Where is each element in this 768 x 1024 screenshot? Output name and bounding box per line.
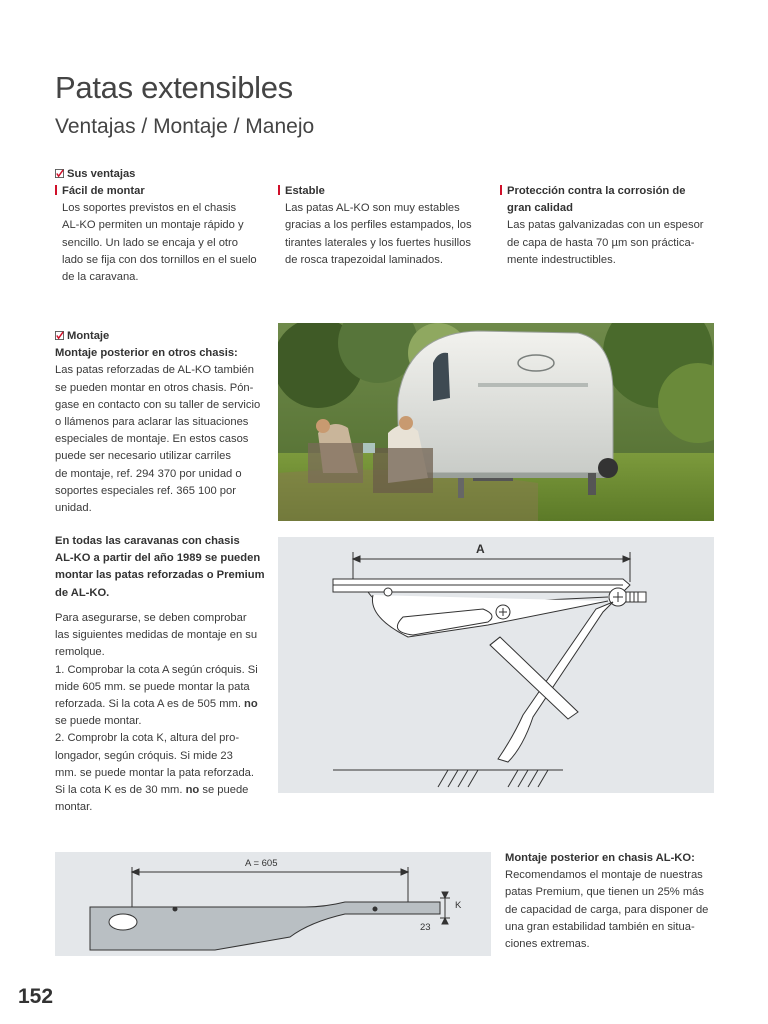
advantage-text-line: de capa de hasta 70 µm son práctica- — [507, 236, 695, 249]
instruction-line — [55, 782, 275, 799]
instruction-line: se puede montar. — [55, 715, 142, 728]
compatibility-line: AL-KO a partir del año 1989 se pueden — [55, 552, 261, 565]
mounting-text-line: especiales de montaje. En estos casos — [55, 433, 249, 446]
advantage-text-line: de rosca trapezoidal laminados. — [285, 253, 443, 266]
advantages-heading-text: Sus ventajas — [67, 168, 136, 180]
instruction-line: remolque. — [55, 646, 105, 659]
checkbox-icon — [55, 331, 64, 340]
instruction-line: longador, según cróquis. Si mide 23 — [55, 749, 233, 762]
advantage-corrosion — [500, 183, 720, 269]
instruction-line: Para asegurarse, se deben comprobar — [55, 612, 247, 624]
mounting-subheading: Montaje posterior en otros chasis: — [55, 347, 238, 360]
red-marker — [55, 185, 57, 195]
advantage-title: Protección contra la corrosión de — [507, 185, 686, 197]
advantage-text-line: tirantes laterales y los fuertes husillos — [285, 236, 471, 249]
advantage-title: gran calidad — [507, 202, 573, 215]
alko-heading: Montaje posterior en chasis AL-KO: — [505, 852, 695, 864]
alko-text-line: una gran estabilidad también en situa- — [505, 920, 695, 933]
mounting-text-line: Las patas reforzadas de AL-KO también — [55, 364, 255, 377]
page-number: 152 — [18, 985, 54, 1008]
dimension-k-label: K — [455, 900, 462, 911]
red-marker — [278, 185, 280, 195]
mounting-text-line: puede ser necesario utilizar carriles — [55, 450, 231, 463]
instruction-line: mm. se puede montar la pata reforzada. — [55, 766, 254, 779]
page-title: Patas extensibles — [55, 70, 293, 105]
advantage-text-line: Los soportes previstos en el chasis — [62, 202, 237, 215]
compatibility-line: montar las patas reforzadas o Premium — [55, 569, 265, 582]
advantage-text-line: AL-KO permiten un montaje rápido y — [62, 219, 244, 232]
mounting-section — [55, 328, 275, 517]
compatibility-line: En todas las caravanas con chasis — [55, 535, 240, 547]
compatibility-note — [55, 533, 275, 602]
instruction-emphasis: no — [185, 784, 200, 797]
advantage-easy-mount — [55, 183, 275, 286]
instruction-fragment: Si la cota K es de 30 mm. — [55, 784, 186, 797]
mounting-text-line: soportes especiales ref. 365 100 por — [55, 484, 236, 497]
instruction-emphasis: no — [244, 698, 258, 711]
advantage-text-line: de la caravana. — [62, 271, 139, 284]
dimension-23-label: 23 — [420, 922, 431, 933]
instruction-line: 1. Comprobar la cota A según cróquis. Si — [55, 663, 258, 676]
page-subtitle: Ventajas / Montaje / Manejo — [55, 115, 315, 138]
advantage-text-line: Las patas galvanizadas con un espesor — [507, 219, 704, 232]
compatibility-line: de AL-KO. — [55, 586, 110, 599]
instruction-line: las siguientes medidas de montaje en su — [55, 629, 258, 642]
instruction-fragment: reforzada. Si la cota A es de 505 mm. — [55, 698, 245, 711]
mounting-text-line: se pueden montar en otros chasis. Pón- — [55, 381, 254, 394]
mounting-heading: Montaje — [67, 330, 110, 342]
alko-text-line: Recomendamos el montaje de nuestras — [505, 869, 703, 882]
alko-text-line: ciones extremas. — [505, 938, 590, 951]
red-marker — [500, 185, 502, 195]
instruction-fragment: se puede — [199, 784, 249, 797]
instruction-line: 2. Comprobr la cota K, altura del pro- — [55, 732, 240, 745]
leg-mechanism-diagram — [278, 537, 714, 793]
caravan-photo — [278, 323, 714, 521]
alko-text-line: de capacidad de carga, para disponer de — [505, 903, 709, 916]
instruction-line: mide 605 mm. se puede montar la pata — [55, 680, 250, 693]
mounting-text-line: gase en contacto con su taller de servicio — [55, 398, 261, 411]
alko-text-line: patas Premium, que tienen un 25% más — [505, 886, 704, 899]
advantage-text-line: gracias a los perfiles estampados, los — [285, 219, 472, 232]
checkbox-icon — [55, 169, 64, 178]
mounting-text-line: de montaje, ref. 294 370 por unidad o — [55, 467, 242, 480]
dimension-a-label: A — [476, 542, 485, 556]
chassis-dimension-diagram — [55, 852, 491, 956]
advantage-stable — [278, 183, 493, 269]
advantage-text-line: sencillo. Un lado se encaja y el otro — [62, 236, 238, 249]
advantage-text-line: mente indestructibles. — [507, 253, 616, 266]
mounting-text-line: o llámenos para aclarar las situaciones — [55, 416, 249, 429]
dimension-a605-label: A = 605 — [245, 858, 278, 869]
advantage-text-line: lado se fija con dos tornillos en el suelo — [62, 253, 257, 266]
check-instructions — [55, 610, 275, 816]
instruction-line — [55, 696, 275, 713]
advantage-title: Fácil de montar — [62, 185, 145, 197]
advantages-heading — [55, 166, 135, 183]
mounting-text-line: unidad. — [55, 502, 92, 515]
alko-chassis-section — [505, 850, 720, 953]
advantage-text-line: Las patas AL-KO son muy estables — [285, 202, 460, 215]
advantage-title: Estable — [285, 185, 325, 197]
instruction-line: montar. — [55, 801, 93, 814]
